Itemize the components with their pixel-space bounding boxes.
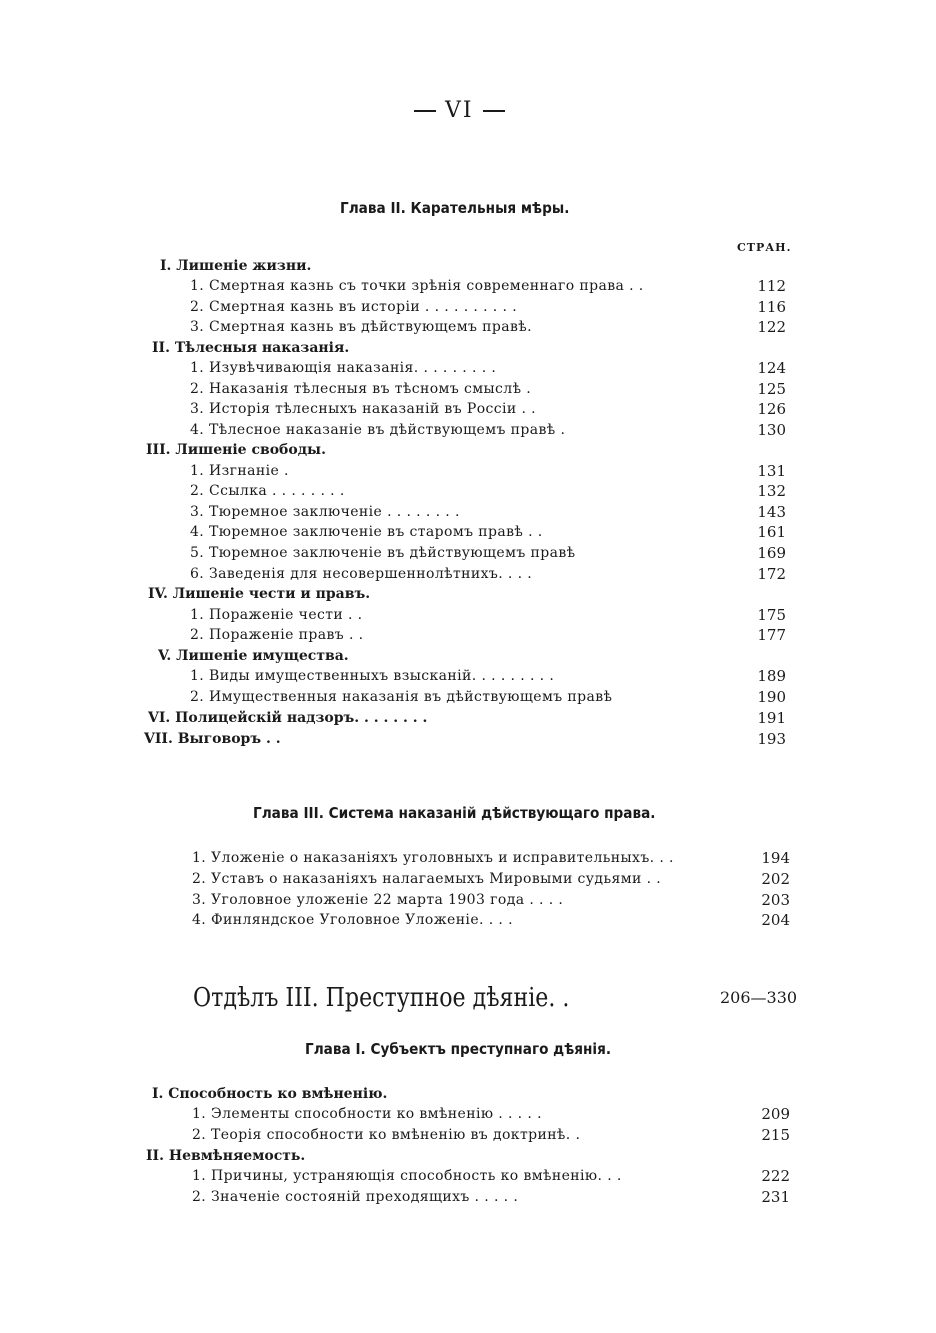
toc-section: VI. Полицейскій надзоръ. . . . . . . . xyxy=(148,710,428,726)
toc-section: II. Тѣлесныя наказанія. xyxy=(152,340,350,356)
dash-left xyxy=(414,110,436,112)
toc-page: 222 xyxy=(761,1167,790,1185)
page-number: VI xyxy=(445,98,474,123)
toc-page: 189 xyxy=(757,667,786,685)
toc-item: 3. Исторія тѣлесныхъ наказаній въ Россіи . . xyxy=(190,401,537,417)
toc-page: 132 xyxy=(757,482,786,500)
toc-item: 1. Виды имущественныхъ взысканій. . . . . . . . . xyxy=(190,668,555,684)
toc-item: 1. Изгнаніе . xyxy=(190,463,289,479)
toc-section: I. Лишеніе жизни. xyxy=(160,258,312,274)
toc-page: 169 xyxy=(757,544,786,562)
toc-section: II. Невмѣняемость. xyxy=(146,1148,306,1164)
toc-item: 2. Имущественныя наказанія въ дѣйствующемъ правѣ xyxy=(190,689,613,705)
toc-item: 2. Пораженіе правъ . . xyxy=(190,627,364,643)
toc-page: 215 xyxy=(761,1126,790,1144)
toc-page: 172 xyxy=(757,565,786,583)
toc-item: 1. Элементы способности ко вмѣненію . . . . . xyxy=(192,1106,542,1122)
toc-item: 4. Финляндское Уголовное Уложеніе. . . . xyxy=(192,912,513,928)
toc-section: IV. Лишеніе чести и правъ. xyxy=(148,586,371,602)
dash-right xyxy=(483,110,505,112)
toc-page: 203 xyxy=(761,891,790,909)
chapter2-title: Глава II. Карательныя мѣры. xyxy=(340,199,570,217)
toc-page: 231 xyxy=(761,1188,790,1206)
toc-page: 194 xyxy=(761,849,790,867)
toc-page: 124 xyxy=(757,359,786,377)
toc-page: 193 xyxy=(757,730,786,748)
toc-page: 204 xyxy=(761,911,790,929)
toc-item: 1. Пораженіе чести . . xyxy=(190,607,363,623)
toc-page: 161 xyxy=(757,523,786,541)
toc-item: 3. Уголовное уложеніе 22 марта 1903 года . . . . xyxy=(192,892,564,908)
toc-page: 116 xyxy=(757,298,786,316)
toc-page: 112 xyxy=(757,277,786,295)
toc-page: 131 xyxy=(757,462,786,480)
toc-page: 122 xyxy=(757,318,786,336)
toc-section: I. Способность ко вмѣненію. xyxy=(152,1086,388,1102)
toc-page: 190 xyxy=(757,688,786,706)
section-title: Отдѣлъ III. Преступное дѣяніе. . xyxy=(193,983,570,1013)
toc-item: 2. Смертная казнь въ исторіи . . . . . . . . . . xyxy=(190,299,518,315)
toc-item: 2. Уставъ о наказаніяхъ налагаемыхъ Мировыми судьями . . xyxy=(192,871,662,887)
toc-page: 202 xyxy=(761,870,790,888)
toc-page: 191 xyxy=(757,709,786,727)
section-page-range: 206—330 xyxy=(720,988,798,1007)
toc-item: 2. Наказанія тѣлесныя въ тѣсномъ смыслѣ . xyxy=(190,381,532,397)
toc-section: V. Лишеніе имущества. xyxy=(158,648,349,664)
toc-item: 5. Тюремное заключеніе въ дѣйствующемъ правѣ xyxy=(190,545,576,561)
toc-item: 1. Уложеніе о наказаніяхъ уголовныхъ и исправительныхъ. . . xyxy=(192,850,674,866)
toc-page: 177 xyxy=(757,626,786,644)
toc-item: 3. Тюремное заключеніе . . . . . . . . xyxy=(190,504,460,520)
toc-page: 175 xyxy=(757,606,786,624)
toc-item: 6. Заведенія для несовершеннолѣтнихъ. . . . xyxy=(190,566,533,582)
toc-item: 2. Значеніе состояній преходящихъ . . . . . xyxy=(192,1189,519,1205)
chapter1-title: Глава I. Субъектъ преступнаго дѣянія. xyxy=(305,1040,612,1058)
toc-item: 4. Тюремное заключеніе въ старомъ правѣ . . xyxy=(190,524,543,540)
toc-page: 125 xyxy=(757,380,786,398)
page-column-label: СТРАН. xyxy=(737,241,792,254)
toc-page: 126 xyxy=(757,400,786,418)
toc-item: 1. Смертная казнь съ точки зрѣнія современнаго права . . xyxy=(190,278,644,294)
toc-item: 2. Теорія способности ко вмѣненію въ доктринѣ. . xyxy=(192,1127,581,1143)
toc-item: 1. Причины, устраняющія способность ко вмѣненію. . . xyxy=(192,1168,622,1184)
toc-item: 4. Тѣлесное наказаніе въ дѣйствующемъ правѣ . xyxy=(190,422,566,438)
toc-item: 1. Изувѣчивающія наказанія. . . . . . . . . xyxy=(190,360,497,376)
toc-section: III. Лишеніе свободы. xyxy=(146,442,326,458)
toc-page: 143 xyxy=(757,503,786,521)
chapter3-title: Глава III. Система наказаній дѣйствующаго права. xyxy=(253,804,656,822)
toc-section: VII. Выговоръ . . xyxy=(144,731,281,747)
toc-page: 130 xyxy=(757,421,786,439)
page-header xyxy=(414,98,505,123)
toc-item: 3. Смертная казнь въ дѣйствующемъ правѣ. xyxy=(190,319,532,335)
toc-page: 209 xyxy=(761,1105,790,1123)
toc-item: 2. Ссылка . . . . . . . . xyxy=(190,483,345,499)
